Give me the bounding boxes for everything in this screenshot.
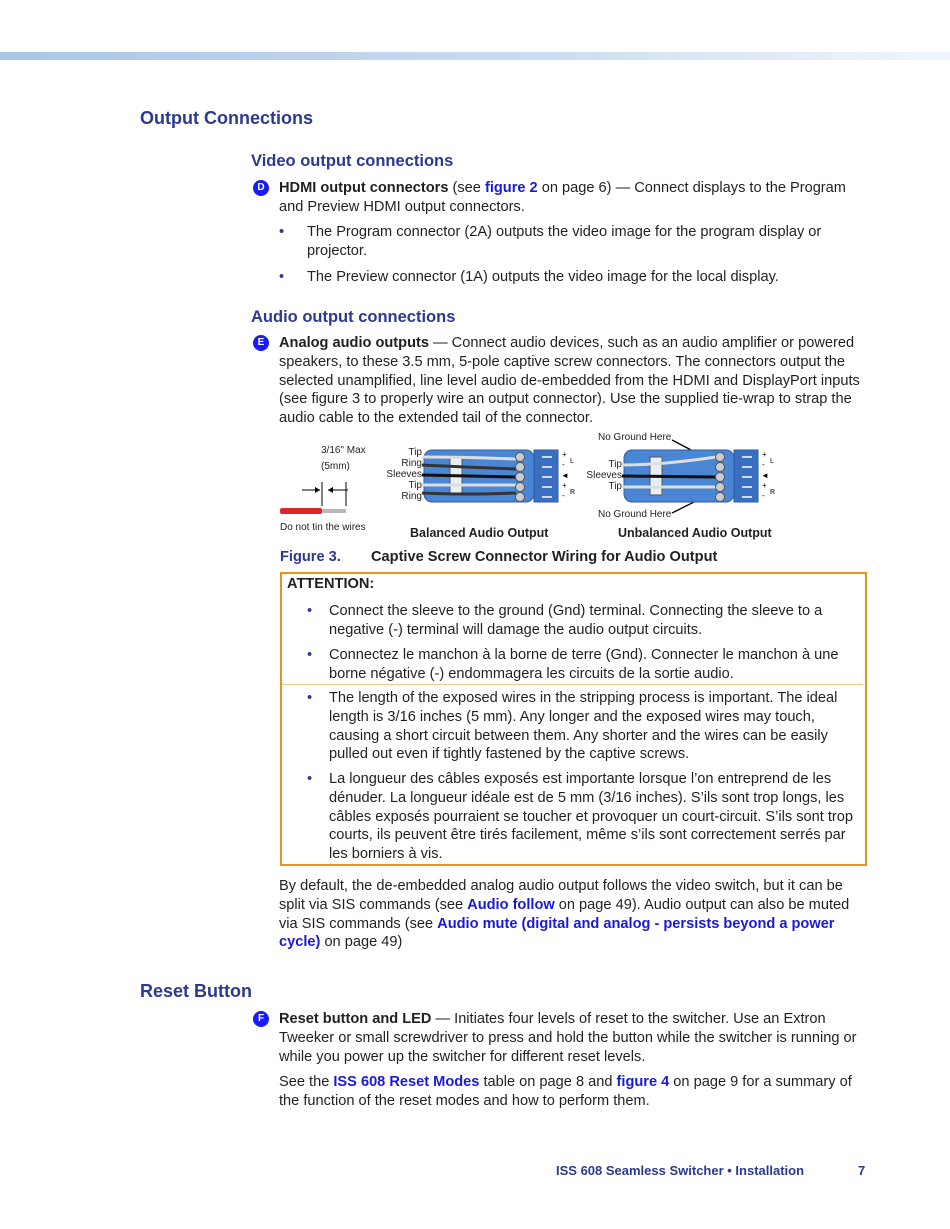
subheading-audio-output: Audio output connections — [251, 308, 456, 326]
header-gradient-bar — [0, 52, 950, 60]
figure-caption: Captive Screw Connector Wiring for Audio Output — [371, 549, 718, 565]
callout-marker-f: F — [253, 1011, 269, 1027]
stripped-wire-illustration — [280, 476, 380, 516]
wire-label: Ring — [401, 491, 422, 502]
polarity-plus: + — [562, 450, 567, 459]
figure-number: Figure 3. — [280, 549, 341, 565]
hdmi-see-suffix: on page 6) — Connect displays to the Program and Preview HDMI output connectors. — [279, 180, 846, 215]
list-item-text: The Preview connector (1A) outputs the video image for the local display. — [307, 269, 779, 285]
balanced-connector-diagram — [422, 447, 582, 507]
list-item-text: Connect the sleeve to the ground (Gnd) terminal. Connecting the sleeve to a negative (-) terminal will damage the audio output circuits. — [329, 603, 823, 638]
channel-left: L — [770, 458, 774, 465]
wire-label: Tip — [408, 447, 422, 458]
screw-terminal — [516, 473, 525, 482]
ground-arrow: ◄ — [561, 471, 569, 480]
connector-tail — [534, 450, 558, 502]
hdmi-output-title: HDMI output connectors — [279, 180, 449, 196]
reset-modes-paragraph — [279, 1073, 869, 1111]
callout-marker-e: E — [253, 335, 269, 351]
note-text: on page 49) — [320, 934, 403, 951]
channel-left: L — [570, 458, 574, 465]
wire-label: Sleeves — [586, 470, 622, 481]
footer-title: ISS 608 Seamless Switcher • Installation — [556, 1163, 805, 1178]
wire-label: Ring — [401, 458, 422, 469]
note-text: on page 49). Audio output can also be muted via SIS commands (see — [279, 896, 850, 932]
ground-arrow: ◄ — [761, 471, 769, 480]
attention-title: ATTENTION: — [287, 576, 375, 592]
figure-4-link[interactable]: figure 4 — [616, 1074, 670, 1090]
wire-label: Sleeves — [386, 469, 422, 480]
hdmi-output-paragraph — [279, 179, 869, 217]
unbalanced-connector-diagram — [622, 436, 782, 518]
no-ground-label-bottom: No Ground Here — [598, 509, 672, 520]
reset-see-text: table on page 8 and — [479, 1074, 617, 1090]
page-number: 7 — [858, 1163, 866, 1178]
screw-terminal — [516, 463, 525, 472]
section-heading-output-connections: Output Connections — [140, 108, 313, 128]
note-text: By default, the de-embedded analog audio output follows the video switch, but it can be split via SIS commands (see — [279, 878, 843, 913]
wire-label: Tip — [608, 481, 622, 492]
connector-tail — [734, 450, 758, 502]
screw-terminal — [716, 453, 725, 462]
polarity-minus: - — [762, 491, 765, 500]
strip-length-label: 3/16" Max — [321, 445, 366, 456]
list-item-text: La longueur des câbles exposés est importante lorsque l’on entreprend de les dénuder. La longueur idéale est de 5 mm (3/16 inches). S’ils sont trop longs, les câbles exposés pourraient se toucher et provoquer un court-circuit. S’ils sont trop courts, ils peuvent être tirés facilement, même s’ils sont correctement serrés par les borniers à vis. — [329, 771, 854, 863]
attention-divider — [282, 684, 863, 685]
channel-right: R — [570, 489, 576, 496]
wire-label: Tip — [608, 459, 622, 470]
audio-follow-link[interactable]: Audio follow — [467, 896, 555, 913]
list-item-text: The Program connector (2A) outputs the video image for the program display or projector. — [307, 224, 822, 259]
audio-mute-link[interactable]: Audio mute (digital and analog - persists beyond a power cycle) — [279, 915, 835, 951]
polarity-plus: + — [762, 481, 767, 490]
strip-note: Do not tin the wires — [280, 522, 366, 533]
polarity-plus: + — [562, 481, 567, 490]
analog-audio-body: — Connect audio devices, such as an audio amplifier or powered speakers, to these 3.5 mm, 5-pole captive screw connectors. The connectors output the selected unamplified, line level audio de-embedded from the HDMI and DisplayPort inputs (see figure 3 to properly wire an output connector). Use the supplied tie-wrap to strap the audio cable to the extended tail of the connector. — [279, 335, 860, 427]
audio-follow-paragraph — [279, 877, 867, 952]
bullet-icon: • — [307, 603, 313, 619]
strip-length-metric: (5mm) — [321, 461, 350, 472]
screw-terminal — [516, 493, 525, 502]
balanced-wire-labels — [378, 447, 422, 502]
screw-terminal — [716, 463, 725, 472]
polarity-minus: - — [562, 491, 565, 500]
unbalanced-output-label: Unbalanced Audio Output — [618, 526, 772, 540]
wire-sleeve — [422, 475, 516, 477]
screw-terminal — [516, 483, 525, 492]
reset-see-text: on page 9 for a summary of the function of the reset modes and how to perform them. — [279, 1074, 852, 1109]
bullet-icon: • — [279, 269, 285, 285]
reset-see-text: See the — [279, 1074, 334, 1090]
polarity-minus: - — [562, 460, 565, 469]
screw-terminal — [716, 493, 725, 502]
reset-paragraph — [279, 1010, 869, 1066]
wire-exposed-conductor — [322, 509, 346, 513]
reset-title: Reset button and LED — [279, 1011, 432, 1027]
reset-body: — Initiates four levels of reset to the switcher. Use an Extron Tweeker or small screwdriver to press and hold the button while the switcher is running or while you power up the switcher for different reset levels. — [279, 1011, 857, 1065]
wire-insulation — [280, 508, 322, 514]
bullet-icon: • — [307, 647, 313, 663]
wire-sleeve — [622, 476, 716, 477]
figure-2-link[interactable]: figure 2 — [484, 180, 538, 196]
bullet-icon: • — [307, 690, 313, 706]
unbalanced-wire-labels — [582, 459, 622, 492]
section-heading-reset-button: Reset Button — [140, 981, 252, 1001]
subheading-video-output: Video output connections — [251, 152, 454, 170]
polarity-minus: - — [762, 460, 765, 469]
bullet-icon: • — [307, 771, 313, 787]
screw-terminal — [516, 453, 525, 462]
analog-audio-paragraph — [279, 334, 869, 428]
wire-label: Tip — [408, 480, 422, 491]
no-ground-label-top: No Ground Here — [598, 432, 672, 443]
bullet-icon: • — [279, 224, 285, 240]
polarity-plus: + — [762, 450, 767, 459]
analog-audio-title: Analog audio outputs — [279, 335, 429, 351]
screw-terminal — [716, 473, 725, 482]
dimension-arrowhead-right — [328, 487, 333, 493]
screw-terminal — [716, 483, 725, 492]
wire-ring-2 — [422, 493, 516, 494]
dimension-arrowhead-left — [315, 487, 320, 493]
balanced-output-label: Balanced Audio Output — [410, 526, 549, 540]
list-item-text: The length of the exposed wires in the stripping process is important. The ideal length is 3/16 inches (5 mm). Any longer and the exposed wires may touch, causing a short circuit between them. Any shorter and the wires can be easily pulled out even if tightly fastened by the captive screws. — [329, 690, 838, 763]
list-item-text: Connectez le manchon à la borne de terre (Gnd). Connecter le manchon à une borne négative (-) endommagera les circuits de la sortie audio. — [329, 647, 839, 682]
callout-marker-d: D — [253, 180, 269, 196]
channel-right: R — [770, 489, 776, 496]
reset-modes-link[interactable]: ISS 608 Reset Modes — [333, 1074, 480, 1090]
hdmi-see-prefix: (see — [452, 180, 485, 196]
